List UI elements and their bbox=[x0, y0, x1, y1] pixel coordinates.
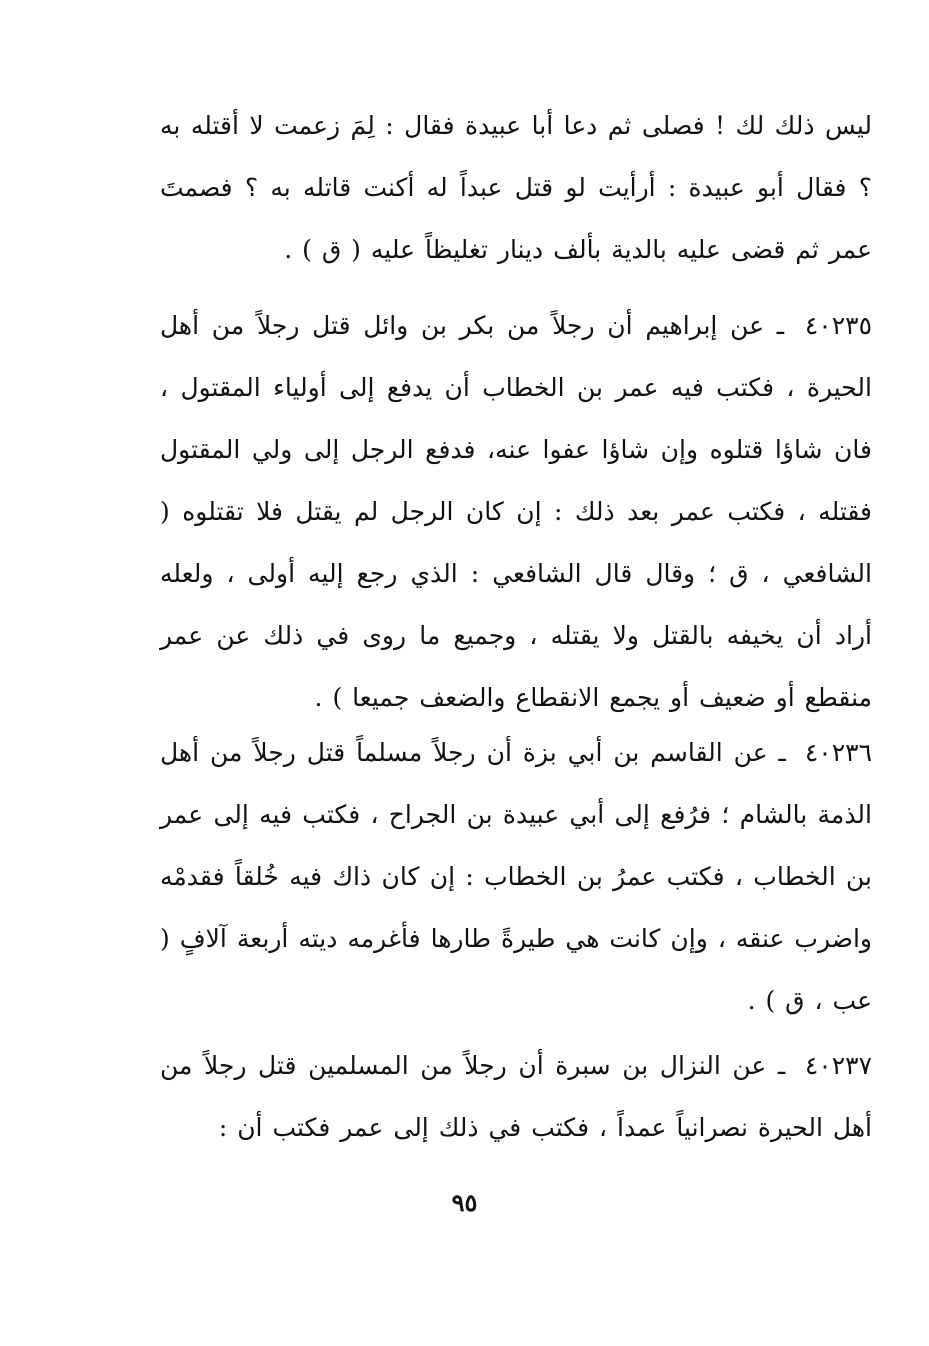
entry-number: ٤٠٢٣٥ bbox=[804, 311, 872, 340]
entry-number: ٤٠٢٣٦ bbox=[804, 738, 872, 767]
entry-number: ٤٠٢٣٧ bbox=[804, 1051, 872, 1080]
paragraph-text: ـ عن القاسم بن أبي بزة أن رجلاً مسلماً قتل رجلاً من أهل الذمة بالشام ؛ فرُفع إلى أبي عبيدة بن الجراح ، فكتب فيه إلى عمر بن الخطاب ، فكتب عمرُ بن الخطاب : إن كان ذاك فيه خُلقاً فقدمْه واضرب عنقه ، وإن كانت هي طيرةً طارها فأغرمه ديته أربعة آلافٍ ( عب ، ق ) . bbox=[160, 738, 872, 1015]
paragraph-40237 bbox=[160, 1035, 872, 1159]
paragraph-40236 bbox=[160, 722, 872, 1032]
paragraph-text: ليس ذلك لك ! فصلى ثم دعا أبا عبيدة فقال : لِمَ زعمت لا أقتله به ؟ فقال أبو عبيدة : أرأيت لو قتل عبداً له أكنت قاتله به ؟ فصمتَ عمر ثم قضى عليه بالدية بألف دينار تغليظاً عليه ( ق ) . bbox=[160, 111, 872, 264]
paragraph-text: ـ عن إبراهيم أن رجلاً من بكر بن وائل قتل رجلاً من أهل الحيرة ، فكتب فيه عمر بن الخطاب أن يدفع إلى أولياء المقتول ، فان شاؤا قتلوه وإن شاؤا عفوا عنه، فدفع الرجل إلى ولي المقتول فقتله ، فكتب عمر بعد ذلك : إن كان الرجل لم يقتل فلا تقتلوه ( الشافعي ، ق ؛ وقال قال الشافعي : الذي رجع إليه أولى ، ولعله أراد أن يخيفه بالقتل ولا يقتله ، وجميع ما روى في ذلك عن عمر منقطع أو ضعيف أو يجمع الانقطاع والضعف جميعا ) . bbox=[160, 311, 872, 712]
paragraph-intro bbox=[160, 95, 872, 281]
paragraph-40235 bbox=[160, 295, 872, 729]
page-number: ٩٥ bbox=[451, 1188, 478, 1217]
paragraph-text: ـ عن النزال بن سبرة أن رجلاً من المسلمين قتل رجلاً من أهل الحيرة نصرانياً عمداً ، فكتب في ذلك إلى عمر فكتب أن : bbox=[160, 1051, 872, 1142]
